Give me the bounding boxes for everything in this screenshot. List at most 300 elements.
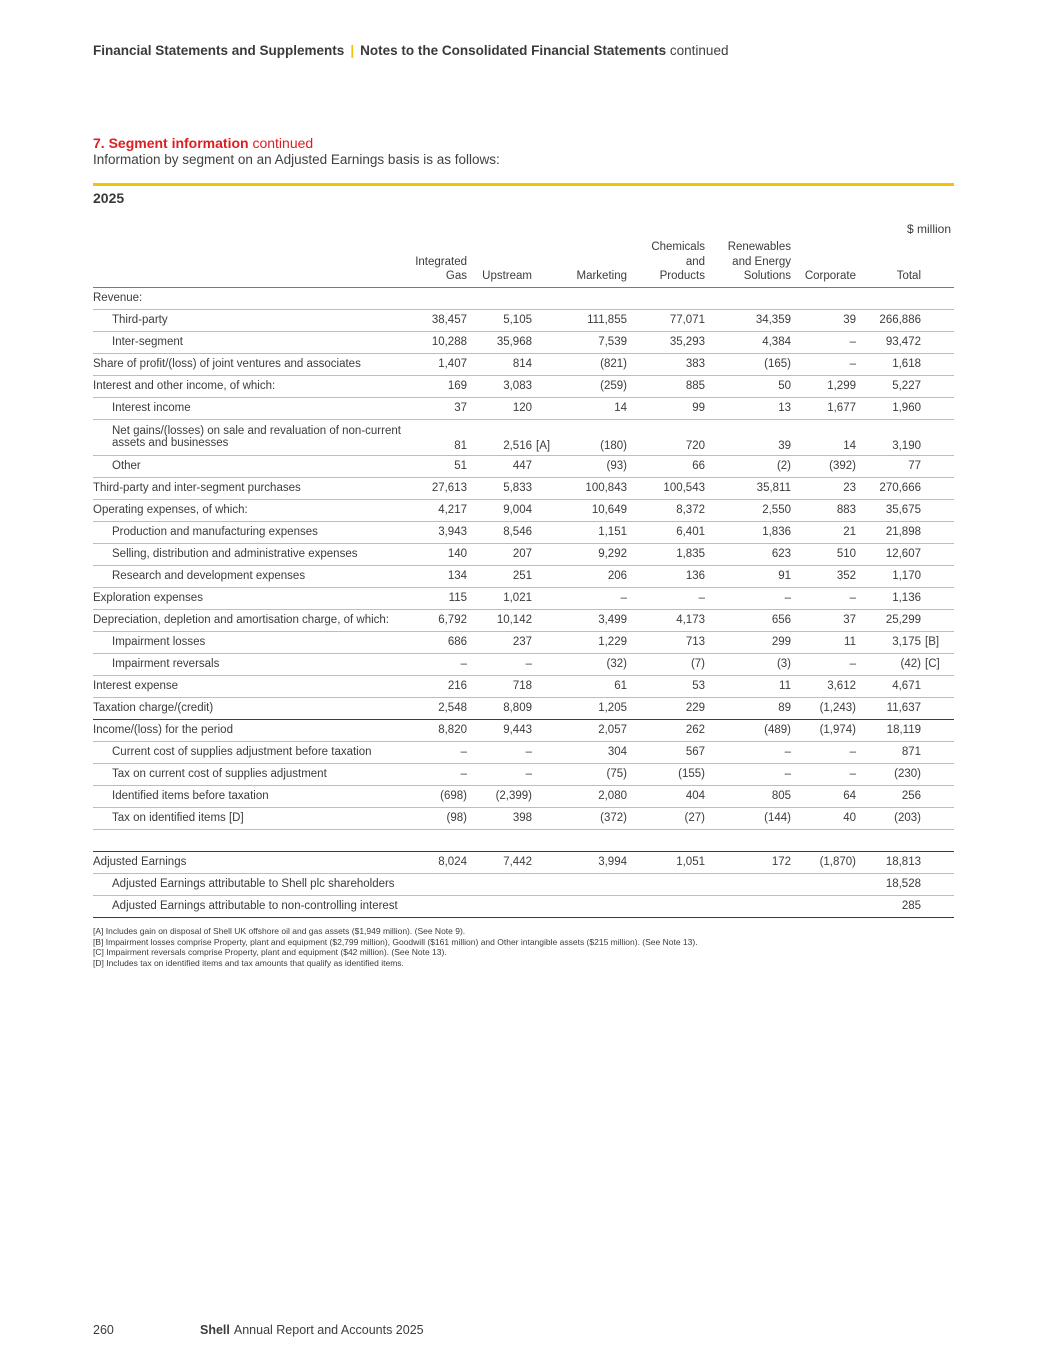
row-label: Exploration expenses: [93, 587, 403, 609]
cell-chemicals-products: [627, 287, 705, 309]
cell-upstream: 1,021: [467, 587, 532, 609]
footnote-marker: [921, 331, 954, 353]
footnote-marker: [532, 741, 557, 763]
cell-total: 3,190: [856, 419, 921, 455]
cell-renewables-energy: 35,811: [705, 477, 791, 499]
footnote-marker: [532, 631, 557, 653]
cell-integrated-gas: –: [403, 741, 467, 763]
cell-chemicals-products: 53: [627, 675, 705, 697]
cell-corporate: 3,612: [791, 675, 856, 697]
cell-chemicals-products: 567: [627, 741, 705, 763]
cell-renewables-energy: 91: [705, 565, 791, 587]
footnote-marker: [532, 609, 557, 631]
cell-integrated-gas: –: [403, 653, 467, 675]
column-header: [467, 240, 532, 287]
footnote-marker: [532, 543, 557, 565]
cell-renewables-energy: 34,359: [705, 309, 791, 331]
footnote-marker: [532, 785, 557, 807]
cell-corporate: [791, 287, 856, 309]
cell-marketing: 111,855: [557, 309, 627, 331]
footnote-marker: [921, 895, 954, 917]
cell-chemicals-products: 66: [627, 455, 705, 477]
cell-integrated-gas: 115: [403, 587, 467, 609]
row-label: Income/(loss) for the period: [93, 719, 403, 741]
cell-upstream: [467, 287, 532, 309]
cell-renewables-energy: [705, 287, 791, 309]
table-row: [93, 807, 954, 829]
table-row: [93, 521, 954, 543]
footer-brand: Shell: [200, 1323, 230, 1337]
cell-integrated-gas: 1,407: [403, 353, 467, 375]
cell-integrated-gas: 686: [403, 631, 467, 653]
column-header-line: Products: [659, 270, 705, 282]
cell-corporate: 883: [791, 499, 856, 521]
footnote-marker: [921, 375, 954, 397]
year-heading: 2025: [93, 190, 125, 206]
header-label-column: [93, 240, 403, 287]
cell-marketing: (75): [557, 763, 627, 785]
table-row: [93, 309, 954, 331]
footnote-marker: [C]: [921, 653, 954, 675]
column-header-line: Integrated: [415, 255, 467, 268]
cell-corporate: 510: [791, 543, 856, 565]
footnote-marker: [532, 477, 557, 499]
cell-total: 35,675: [856, 499, 921, 521]
cell-chemicals-products: [627, 895, 705, 917]
cell-marketing: –: [557, 587, 627, 609]
cell-renewables-energy: –: [705, 741, 791, 763]
section-title: 7. Segment information: [93, 135, 249, 151]
cell-renewables-energy: 805: [705, 785, 791, 807]
row-label: Interest and other income, of which:: [93, 375, 403, 397]
segment-table: [93, 240, 954, 918]
table-row: [93, 741, 954, 763]
table-row: [93, 697, 954, 719]
cell-renewables-energy: 11: [705, 675, 791, 697]
cell-marketing: 10,649: [557, 499, 627, 521]
cell-corporate: 21: [791, 521, 856, 543]
cell-upstream: 2,516: [467, 419, 532, 455]
cell-chemicals-products: [627, 873, 705, 895]
footnote-marker: [B]: [921, 631, 954, 653]
cell-corporate: 11: [791, 631, 856, 653]
table-row: [93, 477, 954, 499]
cell-marketing: 100,843: [557, 477, 627, 499]
footnote: [B] Impairment losses comprise Property, plant and equipment ($2,799 million), Goodwill ($161 million) and Other intangible assets ($215 million). (See Note 13).: [93, 936, 698, 947]
cell-marketing: 2,057: [557, 719, 627, 741]
header-section: Financial Statements and Supplements: [93, 43, 345, 58]
cell-integrated-gas: 169: [403, 375, 467, 397]
cell-total: (203): [856, 807, 921, 829]
cell-total: (42): [856, 653, 921, 675]
cell-upstream: –: [467, 763, 532, 785]
footnote-marker: [532, 397, 557, 419]
cell-renewables-energy: 172: [705, 851, 791, 873]
cell-integrated-gas: 6,792: [403, 609, 467, 631]
cell-marketing: [557, 287, 627, 309]
cell-integrated-gas: 38,457: [403, 309, 467, 331]
footer-doc-title: Annual Report and Accounts 2025: [233, 1323, 424, 1337]
row-label: Production and manufacturing expenses: [93, 521, 403, 543]
cell-chemicals-products: 262: [627, 719, 705, 741]
footnote-marker: [921, 609, 954, 631]
column-header-line: Total: [896, 270, 921, 282]
row-label: Current cost of supplies adjustment before taxation: [93, 741, 403, 763]
cell-renewables-energy: –: [705, 587, 791, 609]
footnote-marker: [532, 675, 557, 697]
footnote-marker: [921, 521, 954, 543]
footnote-marker: [921, 763, 954, 785]
intro-text: Information by segment on an Adjusted Earnings basis is as follows:: [93, 152, 500, 167]
row-label: Research and development expenses: [93, 565, 403, 587]
row-label: Adjusted Earnings attributable to Shell plc shareholders: [93, 873, 403, 895]
table-row: [93, 419, 954, 455]
table-row: [93, 353, 954, 375]
footnote-marker: [921, 587, 954, 609]
cell-upstream: 7,442: [467, 851, 532, 873]
cell-marketing: [557, 873, 627, 895]
cell-corporate: (392): [791, 455, 856, 477]
column-header-line: Renewables: [727, 241, 791, 253]
cell-upstream: –: [467, 653, 532, 675]
cell-total: 1,960: [856, 397, 921, 419]
cell-upstream: 35,968: [467, 331, 532, 353]
cell-upstream: 237: [467, 631, 532, 653]
row-label: Share of profit/(loss) of joint ventures and associates: [93, 353, 403, 375]
cell-total: 1,618: [856, 353, 921, 375]
cell-corporate: [791, 895, 856, 917]
cell-renewables-energy: (144): [705, 807, 791, 829]
footnote: [A] Includes gain on disposal of Shell UK offshore oil and gas assets ($1,949 million). (See Note 9).: [93, 926, 466, 936]
row-label: Net gains/(losses) on sale and revaluation of non-current assets and businesses: [93, 419, 403, 455]
footnote-marker: [921, 499, 954, 521]
yellow-divider: [93, 183, 954, 186]
cell-total: 77: [856, 455, 921, 477]
column-header: [627, 240, 705, 287]
footnote-marker: [532, 499, 557, 521]
row-label: Third-party: [93, 309, 403, 331]
cell-chemicals-products: 229: [627, 697, 705, 719]
cell-upstream: 251: [467, 565, 532, 587]
cell-corporate: 39: [791, 309, 856, 331]
footnote: [C] Impairment reversals comprise Property, plant and equipment ($42 million). (See Note 13).: [93, 947, 447, 957]
cell-upstream: [467, 873, 532, 895]
cell-renewables-energy: 50: [705, 375, 791, 397]
cell-total: 21,898: [856, 521, 921, 543]
cell-marketing: (821): [557, 353, 627, 375]
footnote-marker: [532, 763, 557, 785]
cell-total: 12,607: [856, 543, 921, 565]
cell-total: 871: [856, 741, 921, 763]
cell-upstream: 398: [467, 807, 532, 829]
table-row: [93, 375, 954, 397]
cell-total: 1,136: [856, 587, 921, 609]
footnote-marker: [921, 851, 954, 873]
cell-marketing: 14: [557, 397, 627, 419]
row-label: Tax on identified items [D]: [93, 807, 403, 829]
cell-marketing: (372): [557, 807, 627, 829]
footnote-marker: [532, 521, 557, 543]
cell-total: (230): [856, 763, 921, 785]
cell-chemicals-products: 35,293: [627, 331, 705, 353]
cell-renewables-energy: (2): [705, 455, 791, 477]
footnote-marker: [532, 287, 557, 309]
footnote-marker: [A]: [532, 419, 557, 455]
cell-chemicals-products: (155): [627, 763, 705, 785]
footnote-marker: [921, 309, 954, 331]
cell-total: [856, 287, 921, 309]
table-row: [93, 331, 954, 353]
cell-integrated-gas: [403, 873, 467, 895]
cell-marketing: [557, 895, 627, 917]
row-label: Tax on current cost of supplies adjustment: [93, 763, 403, 785]
table-row: [93, 763, 954, 785]
footnote-marker: [921, 455, 954, 477]
cell-total: 285: [856, 895, 921, 917]
cell-chemicals-products: 100,543: [627, 477, 705, 499]
row-label: Inter-segment: [93, 331, 403, 353]
header-separator: |: [350, 43, 355, 58]
column-header-line: Upstream: [482, 270, 532, 282]
cell-corporate: –: [791, 353, 856, 375]
table-row: [93, 543, 954, 565]
cell-total: 3,175: [856, 631, 921, 653]
header-marker-spacer: [532, 240, 557, 287]
row-label: Operating expenses, of which:: [93, 499, 403, 521]
cell-corporate: –: [791, 331, 856, 353]
spacer-cell: [93, 829, 954, 851]
cell-integrated-gas: 10,288: [403, 331, 467, 353]
cell-integrated-gas: 81: [403, 419, 467, 455]
cell-corporate: 40: [791, 807, 856, 829]
header-continued: continued: [669, 43, 729, 58]
footnote-marker: [921, 697, 954, 719]
cell-chemicals-products: 4,173: [627, 609, 705, 631]
footnote-marker: [532, 455, 557, 477]
cell-corporate: 64: [791, 785, 856, 807]
cell-integrated-gas: 4,217: [403, 499, 467, 521]
cell-integrated-gas: 140: [403, 543, 467, 565]
column-header-line: Chemicals: [651, 241, 705, 253]
column-header: [403, 240, 467, 287]
section-continued: continued: [252, 135, 314, 151]
cell-corporate: (1,974): [791, 719, 856, 741]
footnote-marker: [921, 719, 954, 741]
table-row: [93, 851, 954, 873]
cell-renewables-energy: [705, 895, 791, 917]
cell-integrated-gas: 8,820: [403, 719, 467, 741]
footnote-marker: [921, 397, 954, 419]
cell-corporate: –: [791, 587, 856, 609]
cell-corporate: 23: [791, 477, 856, 499]
cell-corporate: –: [791, 741, 856, 763]
row-label: Selling, distribution and administrative expenses: [93, 543, 403, 565]
cell-total: 93,472: [856, 331, 921, 353]
cell-integrated-gas: (698): [403, 785, 467, 807]
footnote-marker: [921, 565, 954, 587]
table-row: [93, 587, 954, 609]
cell-marketing: 1,229: [557, 631, 627, 653]
footnote-marker: [921, 873, 954, 895]
cell-renewables-energy: (165): [705, 353, 791, 375]
cell-integrated-gas: 51: [403, 455, 467, 477]
row-label: Interest income: [93, 397, 403, 419]
cell-total: 1,170: [856, 565, 921, 587]
cell-integrated-gas: 37: [403, 397, 467, 419]
cell-upstream: 447: [467, 455, 532, 477]
cell-marketing: 206: [557, 565, 627, 587]
table-row: [93, 499, 954, 521]
footer-title: [200, 1323, 424, 1337]
cell-corporate: (1,870): [791, 851, 856, 873]
cell-total: 25,299: [856, 609, 921, 631]
page-number: 260: [93, 1323, 114, 1337]
table-row: [93, 719, 954, 741]
row-label: Impairment losses: [93, 631, 403, 653]
footnote-marker: [532, 807, 557, 829]
footnote-marker: [532, 653, 557, 675]
cell-chemicals-products: –: [627, 587, 705, 609]
cell-renewables-energy: (489): [705, 719, 791, 741]
cell-corporate: 352: [791, 565, 856, 587]
cell-total: 11,637: [856, 697, 921, 719]
cell-chemicals-products: 885: [627, 375, 705, 397]
cell-total: 256: [856, 785, 921, 807]
footnote-marker: [532, 895, 557, 917]
row-label: Adjusted Earnings: [93, 851, 403, 873]
cell-upstream: 9,004: [467, 499, 532, 521]
footnote-marker: [532, 375, 557, 397]
column-header: [705, 240, 791, 287]
column-header-line: Marketing: [576, 270, 627, 282]
cell-marketing: (32): [557, 653, 627, 675]
cell-corporate: (1,243): [791, 697, 856, 719]
cell-upstream: –: [467, 741, 532, 763]
footnote-marker: [532, 331, 557, 353]
footnote-marker: [532, 697, 557, 719]
table-row: [93, 675, 954, 697]
cell-integrated-gas: 3,943: [403, 521, 467, 543]
footnote-marker: [921, 419, 954, 455]
cell-marketing: (259): [557, 375, 627, 397]
cell-upstream: 8,546: [467, 521, 532, 543]
cell-upstream: [467, 895, 532, 917]
footnote-marker: [921, 353, 954, 375]
row-label: Third-party and inter-segment purchases: [93, 477, 403, 499]
footnote-marker: [921, 807, 954, 829]
table-row: [93, 653, 954, 675]
cell-corporate: [791, 873, 856, 895]
footnotes: [93, 926, 698, 968]
cell-total: 266,886: [856, 309, 921, 331]
cell-integrated-gas: 216: [403, 675, 467, 697]
table-header-row: [93, 240, 954, 287]
cell-marketing: 7,539: [557, 331, 627, 353]
cell-upstream: 207: [467, 543, 532, 565]
cell-upstream: 814: [467, 353, 532, 375]
cell-corporate: –: [791, 763, 856, 785]
column-header-line: and Energy: [732, 255, 791, 268]
cell-upstream: 120: [467, 397, 532, 419]
cell-total: 18,813: [856, 851, 921, 873]
column-header-line: Corporate: [804, 270, 856, 282]
cell-total: 5,227: [856, 375, 921, 397]
cell-upstream: 10,142: [467, 609, 532, 631]
footnote-marker: [921, 785, 954, 807]
footnote-marker: [921, 477, 954, 499]
cell-marketing: 1,151: [557, 521, 627, 543]
cell-chemicals-products: 383: [627, 353, 705, 375]
cell-upstream: 3,083: [467, 375, 532, 397]
cell-upstream: (2,399): [467, 785, 532, 807]
row-label: Depreciation, depletion and amortisation charge, of which:: [93, 609, 403, 631]
column-header-line: Solutions: [743, 270, 791, 282]
cell-renewables-energy: 4,384: [705, 331, 791, 353]
footnote-marker: [532, 353, 557, 375]
cell-chemicals-products: 136: [627, 565, 705, 587]
cell-integrated-gas: [403, 895, 467, 917]
cell-marketing: 9,292: [557, 543, 627, 565]
cell-marketing: (180): [557, 419, 627, 455]
footnote-marker: [532, 851, 557, 873]
cell-chemicals-products: 77,071: [627, 309, 705, 331]
header-subsection: Notes to the Consolidated Financial Statements: [360, 43, 667, 58]
cell-marketing: 61: [557, 675, 627, 697]
section-heading: [93, 135, 313, 151]
cell-marketing: 304: [557, 741, 627, 763]
cell-integrated-gas: 8,024: [403, 851, 467, 873]
cell-chemicals-products: 8,372: [627, 499, 705, 521]
footnote-marker: [532, 587, 557, 609]
cell-chemicals-products: (7): [627, 653, 705, 675]
cell-renewables-energy: [705, 873, 791, 895]
cell-total: 18,528: [856, 873, 921, 895]
cell-chemicals-products: 720: [627, 419, 705, 455]
footnote-marker: [921, 741, 954, 763]
footnote-marker: [532, 719, 557, 741]
table-row: [93, 631, 954, 653]
cell-chemicals-products: 404: [627, 785, 705, 807]
footnote-marker: [532, 873, 557, 895]
cell-corporate: –: [791, 653, 856, 675]
cell-marketing: (93): [557, 455, 627, 477]
cell-chemicals-products: (27): [627, 807, 705, 829]
cell-upstream: 5,105: [467, 309, 532, 331]
row-label: Taxation charge/(credit): [93, 697, 403, 719]
running-header: [93, 43, 728, 58]
cell-corporate: 37: [791, 609, 856, 631]
cell-renewables-energy: (3): [705, 653, 791, 675]
cell-corporate: 14: [791, 419, 856, 455]
cell-integrated-gas: 2,548: [403, 697, 467, 719]
table-row: [93, 397, 954, 419]
cell-chemicals-products: 713: [627, 631, 705, 653]
cell-renewables-energy: 39: [705, 419, 791, 455]
cell-marketing: 3,499: [557, 609, 627, 631]
footnote-marker: [921, 543, 954, 565]
table-row: [93, 609, 954, 631]
cell-integrated-gas: 27,613: [403, 477, 467, 499]
table-row: [93, 895, 954, 917]
cell-marketing: 3,994: [557, 851, 627, 873]
cell-upstream: 718: [467, 675, 532, 697]
cell-renewables-energy: 2,550: [705, 499, 791, 521]
spacer-row: [93, 829, 954, 851]
column-header: [791, 240, 856, 287]
cell-renewables-energy: 89: [705, 697, 791, 719]
row-label: Adjusted Earnings attributable to non-controlling interest: [93, 895, 403, 917]
cell-upstream: 9,443: [467, 719, 532, 741]
